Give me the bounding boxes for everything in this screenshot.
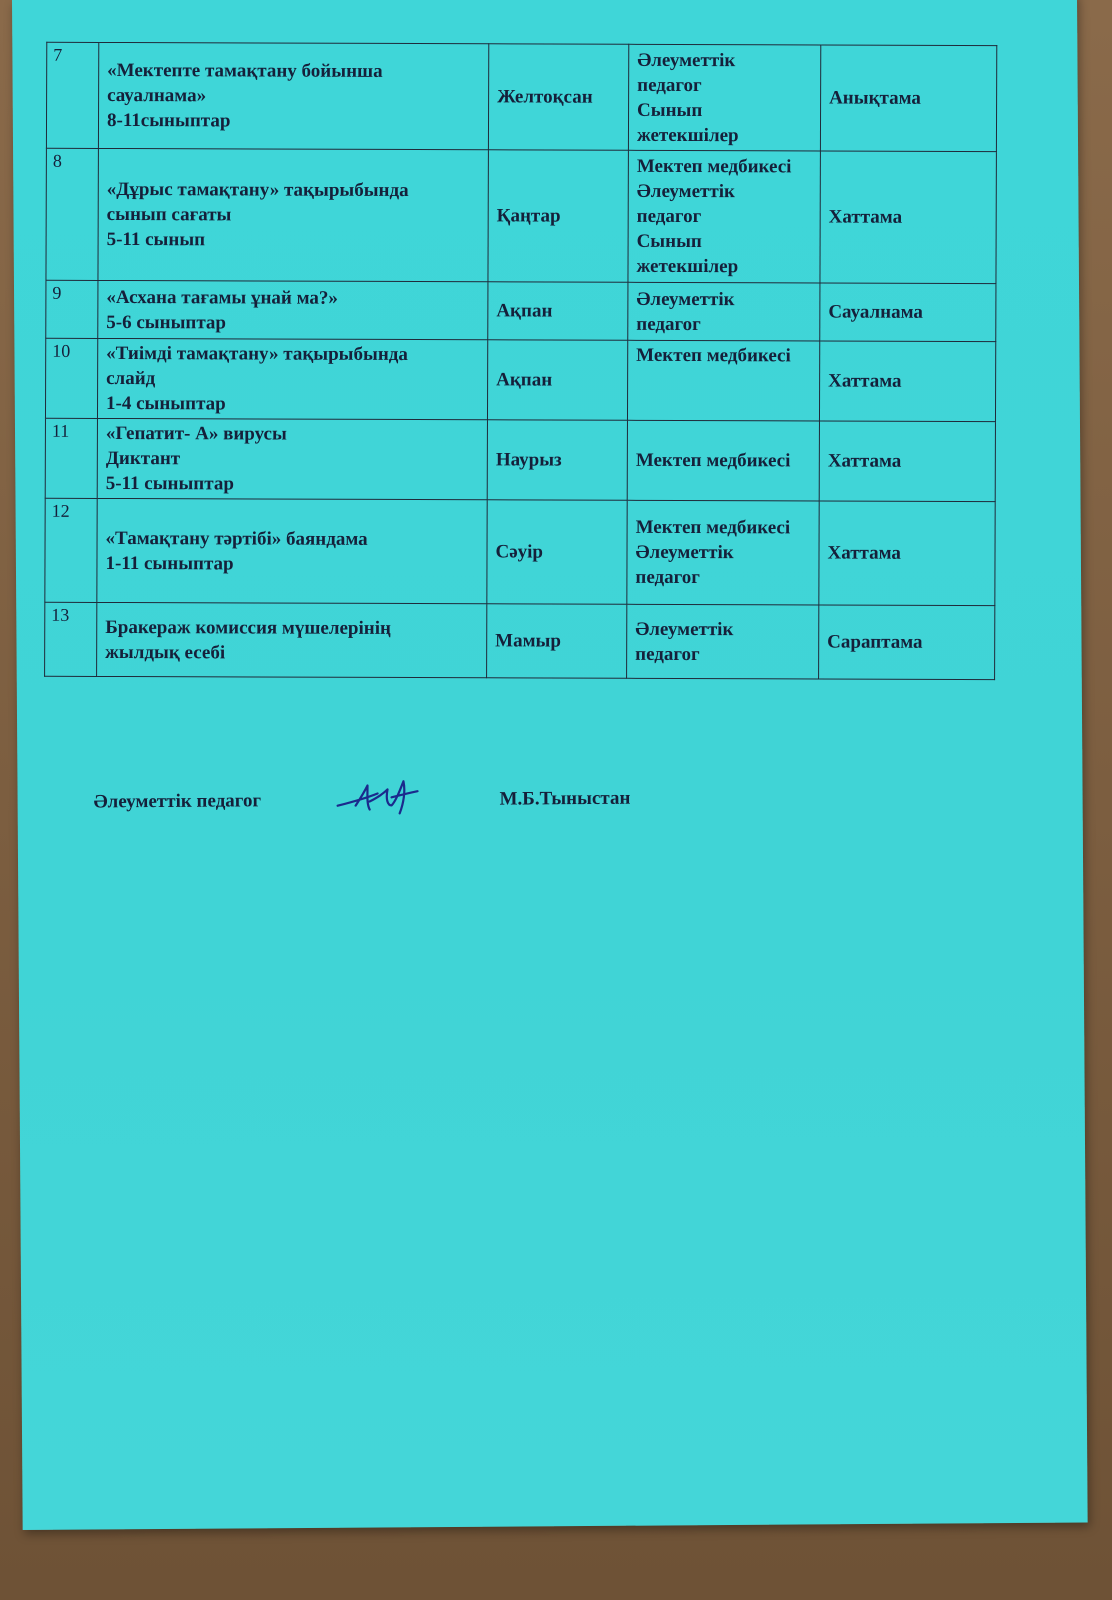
responsible-line: Әлеуметтік — [635, 618, 734, 640]
event-cell — [97, 338, 487, 419]
signature-block — [93, 775, 713, 839]
table-row — [46, 280, 996, 341]
table-row — [46, 42, 996, 151]
event-line: «Гепатит- А» вирусы — [105, 422, 287, 445]
row-number: 13 — [45, 602, 97, 676]
row-number: 12 — [45, 498, 97, 602]
responsible-line: Мектеп медбикесі — [636, 155, 792, 178]
responsible-cell — [628, 282, 820, 341]
responsible-line: педагог — [635, 643, 700, 665]
responsible-line: Сынып — [637, 99, 703, 121]
responsible-line: Мектеп медбикесі — [635, 449, 791, 472]
event-line: жылдық есебі — [105, 641, 226, 663]
event-line: 5-11 сынып — [106, 228, 206, 251]
event-line: сынып сағаты — [106, 203, 232, 226]
row-number: 8 — [46, 148, 98, 280]
table-row — [45, 498, 995, 605]
result-cell: Сараптама — [819, 605, 995, 680]
responsible-line: Әлеуметтік — [636, 288, 735, 310]
responsible-line: педагог — [635, 566, 700, 589]
table-row — [46, 148, 996, 283]
responsible-cell — [627, 420, 819, 501]
event-line: «Тиімді тамақтану» тақырыбында — [106, 342, 408, 366]
event-line: 1-4 сыныптар — [105, 392, 226, 415]
responsible-line: Әлеуметтік — [636, 180, 735, 203]
result-cell: Хаттама — [820, 151, 996, 284]
result-cell: Сауалнама — [820, 283, 996, 342]
row-number: 7 — [46, 42, 98, 148]
event-line: «Мектепте тамақтану бойынша — [107, 59, 383, 82]
month-cell: Сәуір — [487, 500, 627, 604]
responsible-cell — [628, 150, 820, 283]
event-line: Диктант — [105, 447, 181, 470]
month-cell: Ақпан — [488, 282, 628, 340]
event-line: сауалнама» — [107, 84, 207, 107]
table-row — [45, 338, 995, 421]
month-cell: Ақпан — [487, 340, 627, 420]
handwritten-signature — [333, 771, 423, 822]
result-cell: Хаттама — [819, 341, 995, 422]
row-number: 11 — [45, 418, 97, 498]
month-cell: Мамыр — [487, 604, 627, 678]
paper-sheet — [12, 0, 1088, 1530]
responsible-line: Сынып — [636, 230, 702, 253]
signatory-name: М.Б.Тыныстан — [499, 787, 631, 810]
responsible-cell — [627, 340, 819, 421]
event-cell — [98, 42, 488, 149]
responsible-line: педагог — [636, 205, 702, 228]
row-number: 10 — [45, 338, 97, 418]
event-line: «Асхана тағамы ұнай ма?» — [106, 286, 338, 309]
responsible-cell — [627, 500, 819, 605]
responsible-line: жетекшілер — [636, 124, 739, 146]
result-cell: Анықтама — [820, 45, 996, 152]
responsible-line: Әлеуметтік — [637, 49, 736, 71]
result-cell: Хаттама — [819, 421, 995, 502]
responsible-cell — [628, 44, 820, 151]
table-row — [45, 602, 995, 679]
responsible-line: Мектеп медбикесі — [635, 516, 791, 539]
event-line: 5-11 сыныптар — [105, 472, 234, 495]
event-cell — [97, 498, 487, 603]
event-line: «Дұрыс тамақтану» тақырыбында — [106, 178, 409, 202]
responsible-line: Әлеуметтік — [635, 541, 734, 564]
event-cell — [98, 280, 488, 339]
responsible-cell — [627, 604, 819, 679]
event-line: 5-6 сыныптар — [106, 311, 227, 333]
responsible-line: жетекшілер — [636, 255, 739, 278]
event-line: 8-11сыныптар — [106, 109, 231, 132]
result-cell: Хаттама — [819, 501, 995, 606]
event-cell — [98, 148, 488, 281]
month-cell: Наурыз — [487, 420, 627, 500]
signatory-role: Әлеуметтік педагог — [93, 790, 262, 813]
event-cell — [97, 602, 487, 677]
responsible-line: Мектеп медбикесі — [636, 344, 791, 367]
event-line: Бракераж комиссия мүшелерінің — [105, 616, 392, 639]
table-row — [45, 418, 995, 501]
event-line: слайд — [106, 367, 156, 390]
month-cell: Желтоқсан — [488, 44, 628, 150]
event-line: 1-11 сыныптар — [105, 552, 234, 574]
event-line: «Тамақтану тәртібі» баяндама — [105, 527, 368, 550]
event-plan-table — [44, 42, 997, 680]
month-cell: Қаңтар — [488, 150, 628, 282]
responsible-line: педагог — [636, 313, 701, 335]
responsible-line: педагог — [637, 74, 702, 96]
row-number: 9 — [46, 280, 98, 338]
event-cell — [97, 418, 487, 499]
